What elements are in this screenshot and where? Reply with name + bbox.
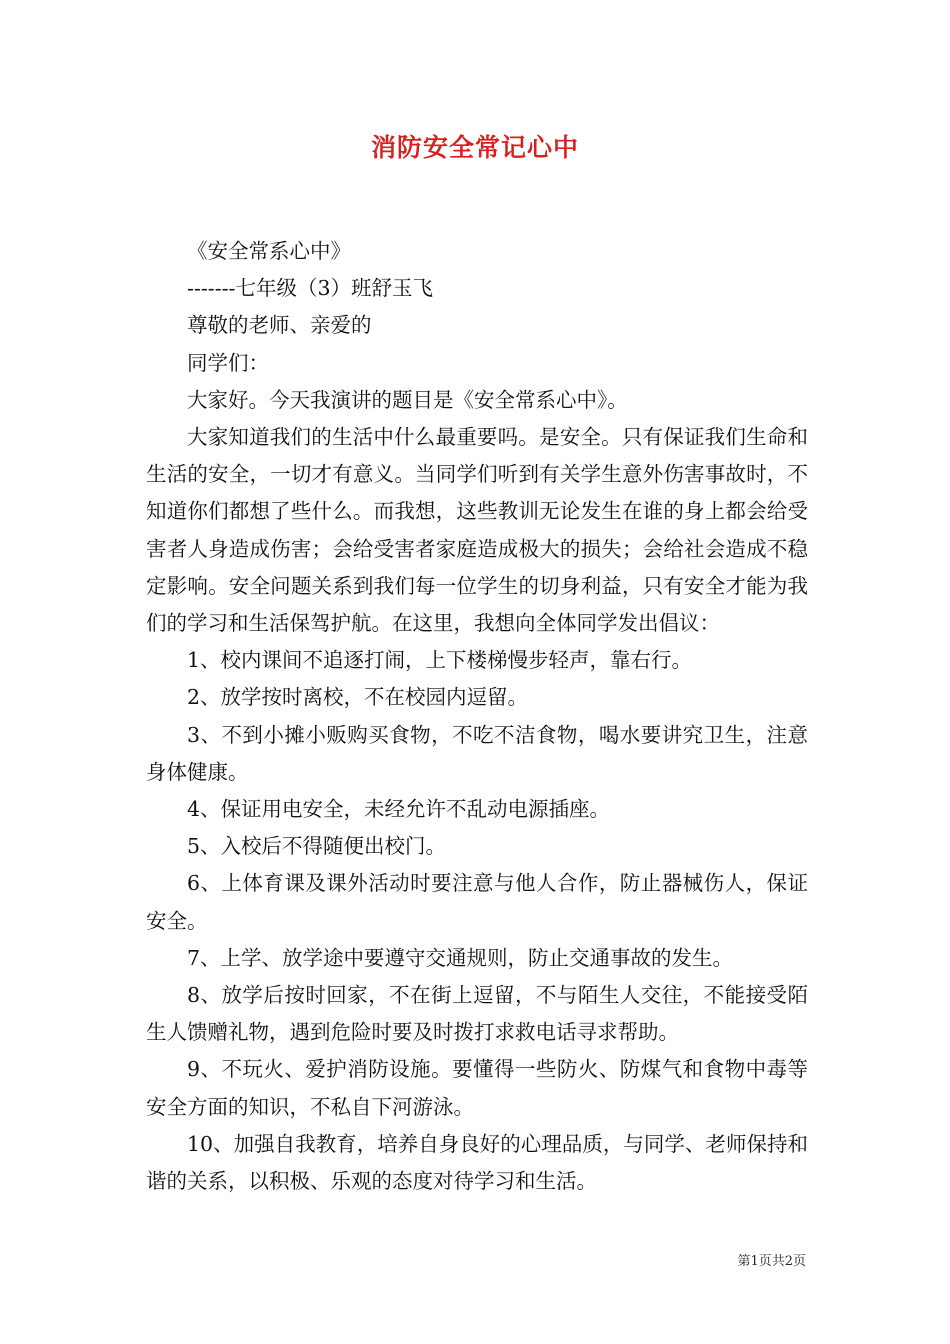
- paragraph: 同学们：: [187, 350, 269, 375]
- paragraph: 大家知道我们的生活中什么最重要吗。是安全。只有保证我们生命和生活的安全，一切才有意义。当同学们听到有关学生意外伤害事故时，不知道你们都想了些什么。而我想，这些教训无论发生在谁的身上都会给受害者人身造成伤害；会给受害者家庭造成极大的损失；会给社会造成不稳定影响。安全问题关系到我们每一位学生的切身利益，只有安全才能为我们的学习和生活保驾护航。在这里，我想向全体同学发出倡议：: [146, 425, 808, 636]
- page-indicator: 第1页共2页: [737, 1254, 806, 1269]
- paragraph: 尊敬的老师、亲爱的: [187, 313, 372, 338]
- paragraph: -------七年级（3）班舒玉飞: [187, 276, 434, 301]
- list-item: 2、放学按时离校，不在校园内逗留。: [187, 685, 529, 710]
- paragraph: 《安全常系心中》: [187, 239, 351, 263]
- list-item: 7、上学、放学途中要遵守交通规则，防止交通事故的发生。: [187, 945, 734, 970]
- list-item: 8、放学后按时回家，不在街上逗留，不与陌生人交往，不能接受陌生人馈赠礼物，遇到危险时要及时拨打求救电话寻求帮助。: [146, 983, 808, 1045]
- document-title: 消防安全常记心中: [370, 133, 579, 162]
- list-item: 5、入校后不得随便出校门。: [187, 834, 447, 859]
- list-item: 9、不玩火、爱护消防设施。要懂得一些防火、防煤气和食物中毒等安全方面的知识，不私自下河游泳。: [146, 1057, 808, 1119]
- list-item: 10、加强自我教育，培养自身良好的心理品质，与同学、老师保持和谐的关系，以积极、乐观的态度对待学习和生活。: [146, 1131, 808, 1194]
- paragraph: 大家好。今天我演讲的题目是《安全常系心中》。: [187, 387, 628, 412]
- list-item: 3、不到小摊小贩购买食物，不吃不洁食物，喝水要讲究卫生，注意身体健康。: [146, 722, 808, 784]
- list-item: 4、保证用电安全，未经允许不乱动电源插座。: [187, 797, 611, 822]
- document-body: [146, 233, 808, 1200]
- list-item: 1、校内课间不追逐打闹，上下楼梯慢步轻声，靠右行。: [187, 648, 693, 673]
- list-item: 6、上体育课及课外活动时要注意与他人合作，防止器械伤人，保证安全。: [146, 871, 808, 933]
